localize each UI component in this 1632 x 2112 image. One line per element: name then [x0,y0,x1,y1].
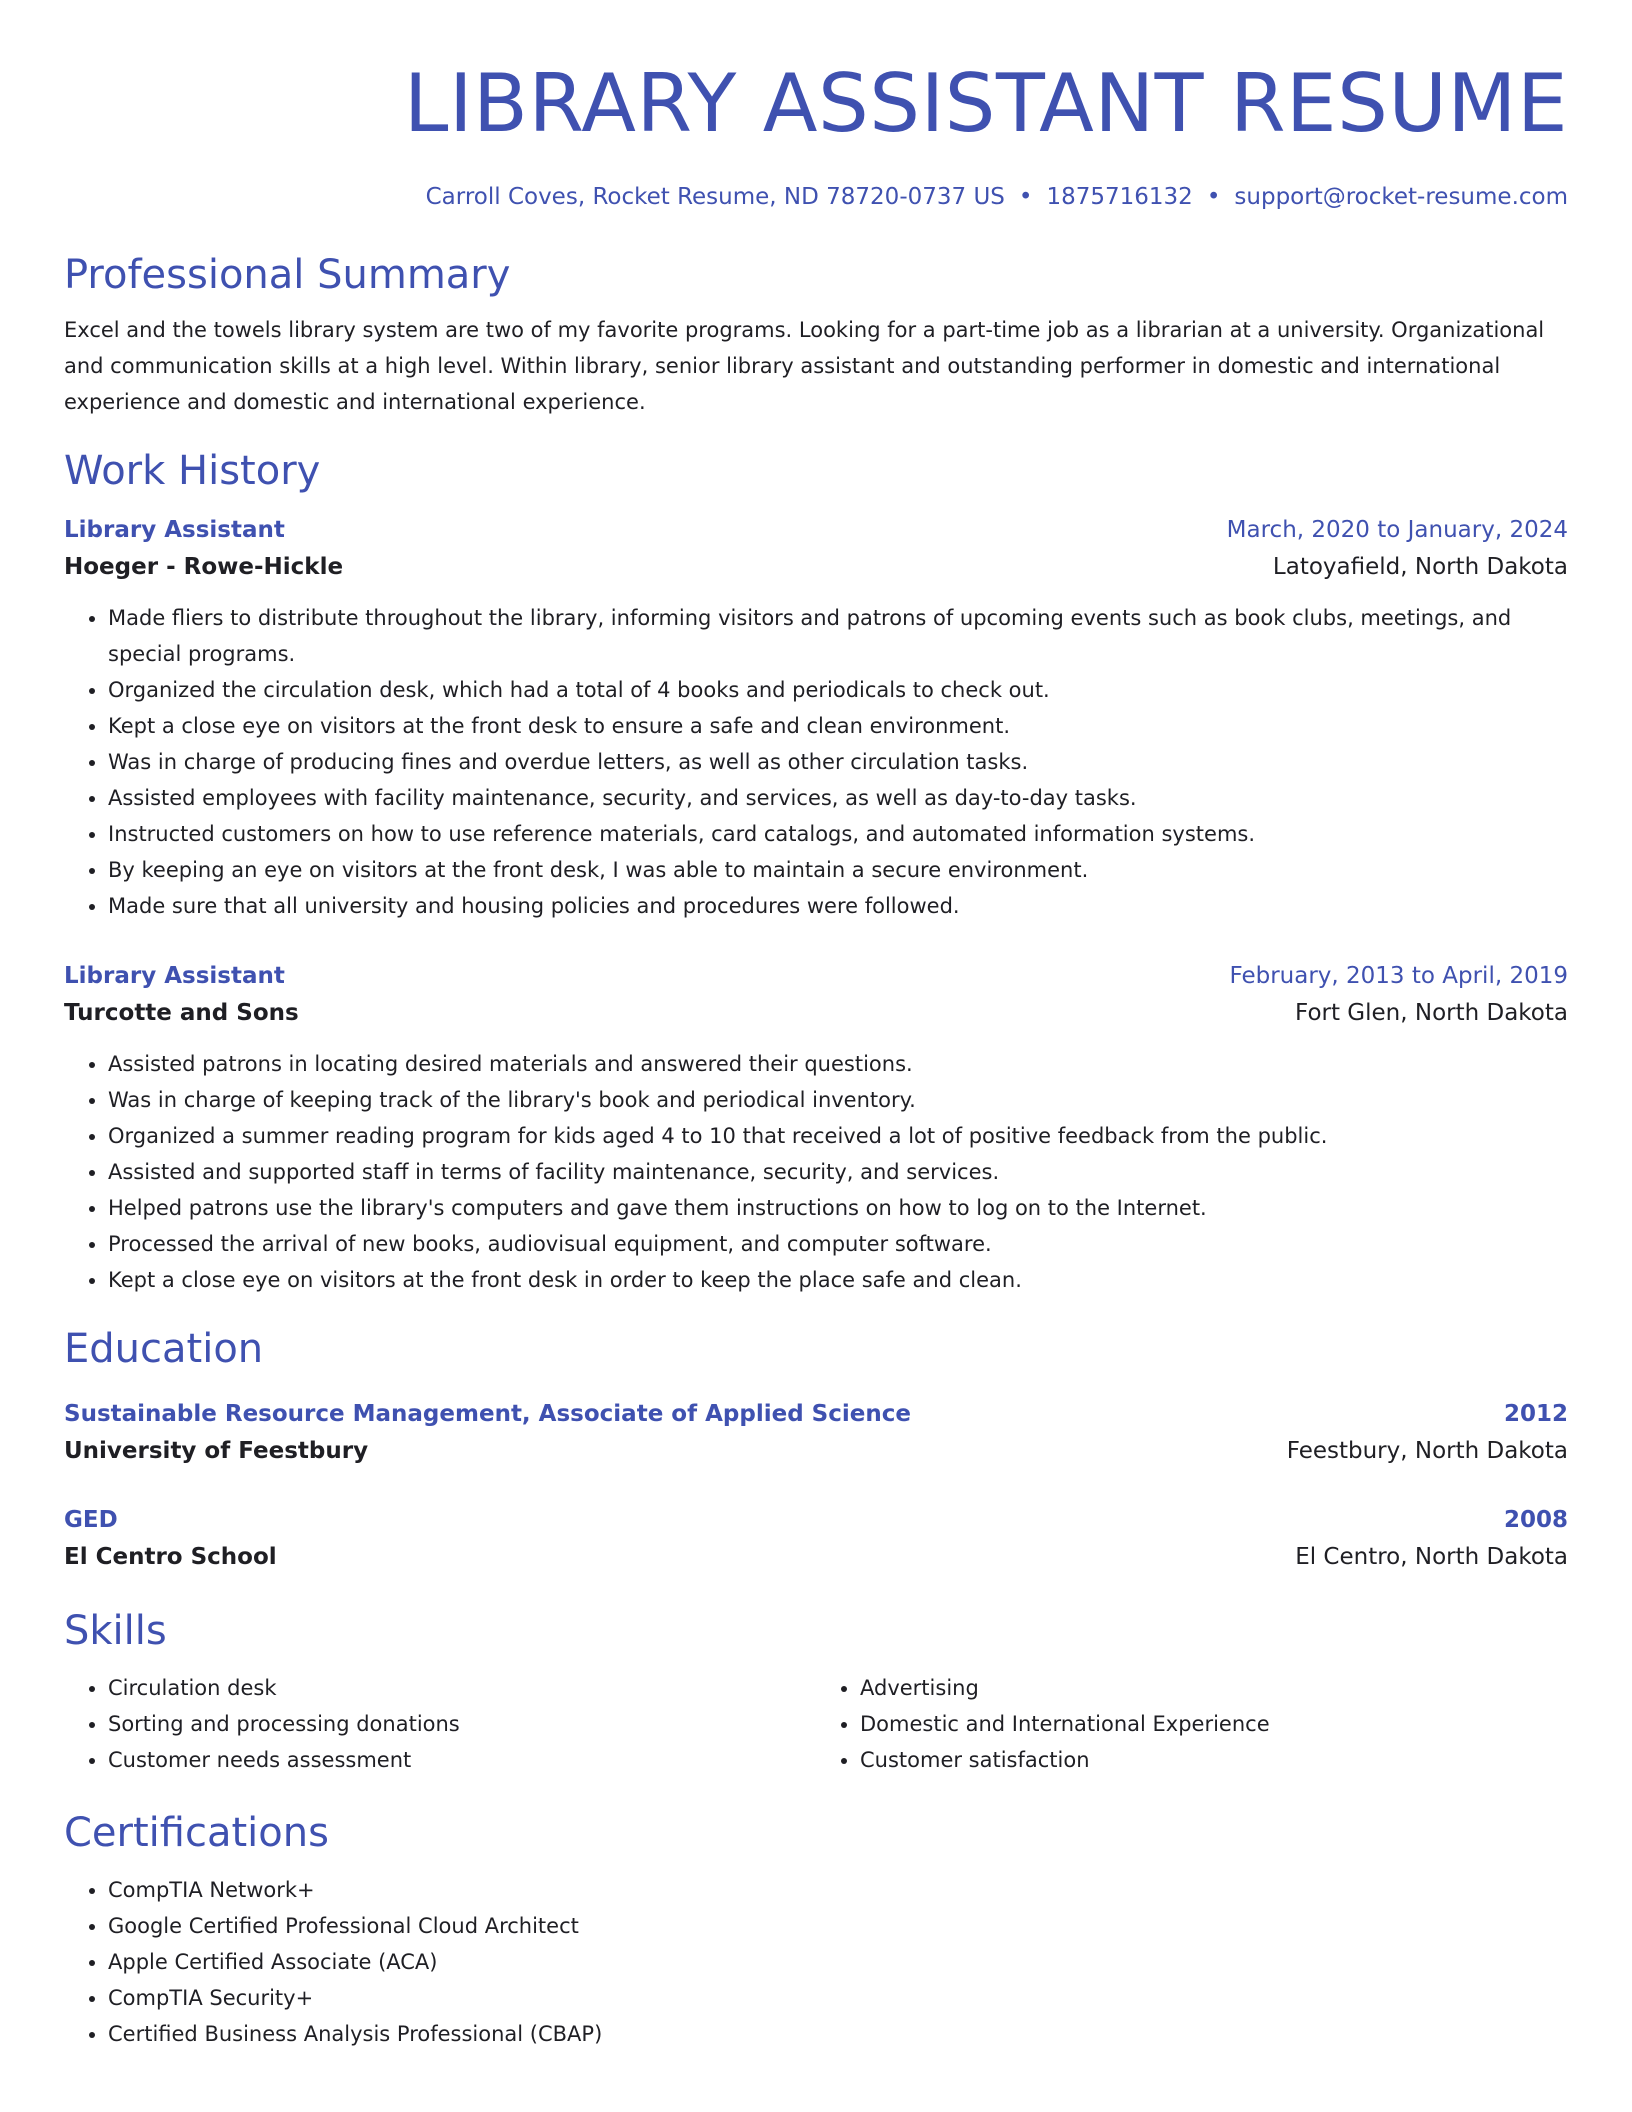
skills-heading: Skills [64,1608,167,1654]
contact-separator: • [1018,184,1033,210]
list-item: • Made fliers to distribute throughout the library, informing visitors and patrons of upcoming events such as book clubs, meetings, and special programs. [108,600,1568,672]
summary-text: Excel and the towels library system are two of my favorite programs. Looking for a part-time job as a librarian at a university. Organizational and communication skills at a high level. Within library, senior library assistant and outstanding performer in domestic and international experience and domestic and international experience. [64,318,1545,414]
summary-heading: Professional Summary [64,252,511,298]
job-entry [64,958,1568,1298]
certifications-list [64,1872,1568,2052]
job-duties-list [64,1046,1568,1298]
resume-page [64,0,1568,2052]
school-name: El Centro School [64,1544,277,1570]
list-item: • Google Certified Professional Cloud Architect [108,1908,1568,1944]
list-item: • CompTIA Network+ [108,1872,1568,1908]
list-item: • Organized the circulation desk, which had a total of 4 books and periodicals to check out. [108,672,1568,708]
skills-columns [64,1670,1568,1778]
work-history-heading: Work History [64,448,321,494]
graduation-year: 2008 [1503,1507,1568,1533]
list-item: • Was in charge of keeping track of the library's book and periodical inventory. [108,1082,1568,1118]
list-item: • Kept a close eye on visitors at the front desk to ensure a safe and clean environment. [108,708,1568,744]
contact-address: Carroll Coves, Rocket Resume, ND 78720-0737 US [425,184,1005,210]
list-item: • Helped patrons use the library's computers and gave them instructions on how to log on to the Internet. [108,1190,1568,1226]
skills-list-left [64,1670,816,1778]
job-company: Hoeger - Rowe-Hickle [64,554,344,580]
list-item: • Organized a summer reading program for kids aged 4 to 10 that received a lot of positive feedback from the public. [108,1118,1568,1154]
school-location: Feestbury, North Dakota [1286,1438,1568,1464]
education-entry [64,1502,1568,1576]
list-item: • Instructed customers on how to use reference materials, card catalogs, and automated information systems. [108,816,1568,852]
degree-name: GED [64,1507,118,1533]
job-dates: February, 2013 to April, 2019 [1229,963,1568,989]
job-location: Fort Glen, North Dakota [1295,1000,1568,1026]
contact-separator: • [1206,184,1221,210]
list-item: • Customer satisfaction [860,1742,1568,1778]
list-item: • Processed the arrival of new books, audiovisual equipment, and computer software. [108,1226,1568,1262]
degree-name: Sustainable Resource Management, Associate of Applied Science [64,1401,911,1427]
graduation-year: 2012 [1503,1401,1568,1427]
list-item: • Assisted patrons in locating desired materials and answered their questions. [108,1046,1568,1082]
contact-email: support@rocket-resume.com [1234,184,1568,210]
job-title: Library Assistant [64,963,285,989]
list-item: • Circulation desk [108,1670,816,1706]
education-entry [64,1396,1568,1470]
skills-list-right [816,1670,1568,1778]
list-item: • Customer needs assessment [108,1742,816,1778]
list-item: • Certified Business Analysis Professional (CBAP) [108,2016,1568,2052]
job-location: Latoyafield, North Dakota [1272,554,1568,580]
list-item: • Advertising [860,1670,1568,1706]
list-item: • CompTIA Security+ [108,1980,1568,2016]
list-item: • By keeping an eye on visitors at the front desk, I was able to maintain a secure environment. [108,852,1568,888]
list-item: • Domestic and International Experience [860,1706,1568,1742]
job-entry [64,512,1568,924]
list-item: • Was in charge of producing fines and overdue letters, as well as other circulation tasks. [108,744,1568,780]
job-dates: March, 2020 to January, 2024 [1226,517,1568,543]
job-company: Turcotte and Sons [64,1000,299,1026]
school-location: El Centro, North Dakota [1295,1544,1568,1570]
list-item: • Sorting and processing donations [108,1706,816,1742]
certifications-heading: Certifications [64,1810,329,1856]
school-name: University of Feestbury [64,1438,369,1464]
list-item: • Apple Certified Associate (ACA) [108,1944,1568,1980]
education-heading: Education [64,1326,264,1372]
list-item: • Kept a close eye on visitors at the front desk in order to keep the place safe and clean. [108,1262,1568,1298]
contact-line [64,182,1568,212]
list-item: • Assisted and supported staff in terms of facility maintenance, security, and services. [108,1154,1568,1190]
job-title: Library Assistant [64,517,285,543]
list-item: • Assisted employees with facility maintenance, security, and services, as well as day-to-day tasks. [108,780,1568,816]
contact-phone: 1875716132 [1046,184,1193,210]
list-item: • Made sure that all university and housing policies and procedures were followed. [108,888,1568,924]
job-duties-list [64,600,1568,924]
resume-title: LIBRARY ASSISTANT RESUME [403,57,1568,150]
